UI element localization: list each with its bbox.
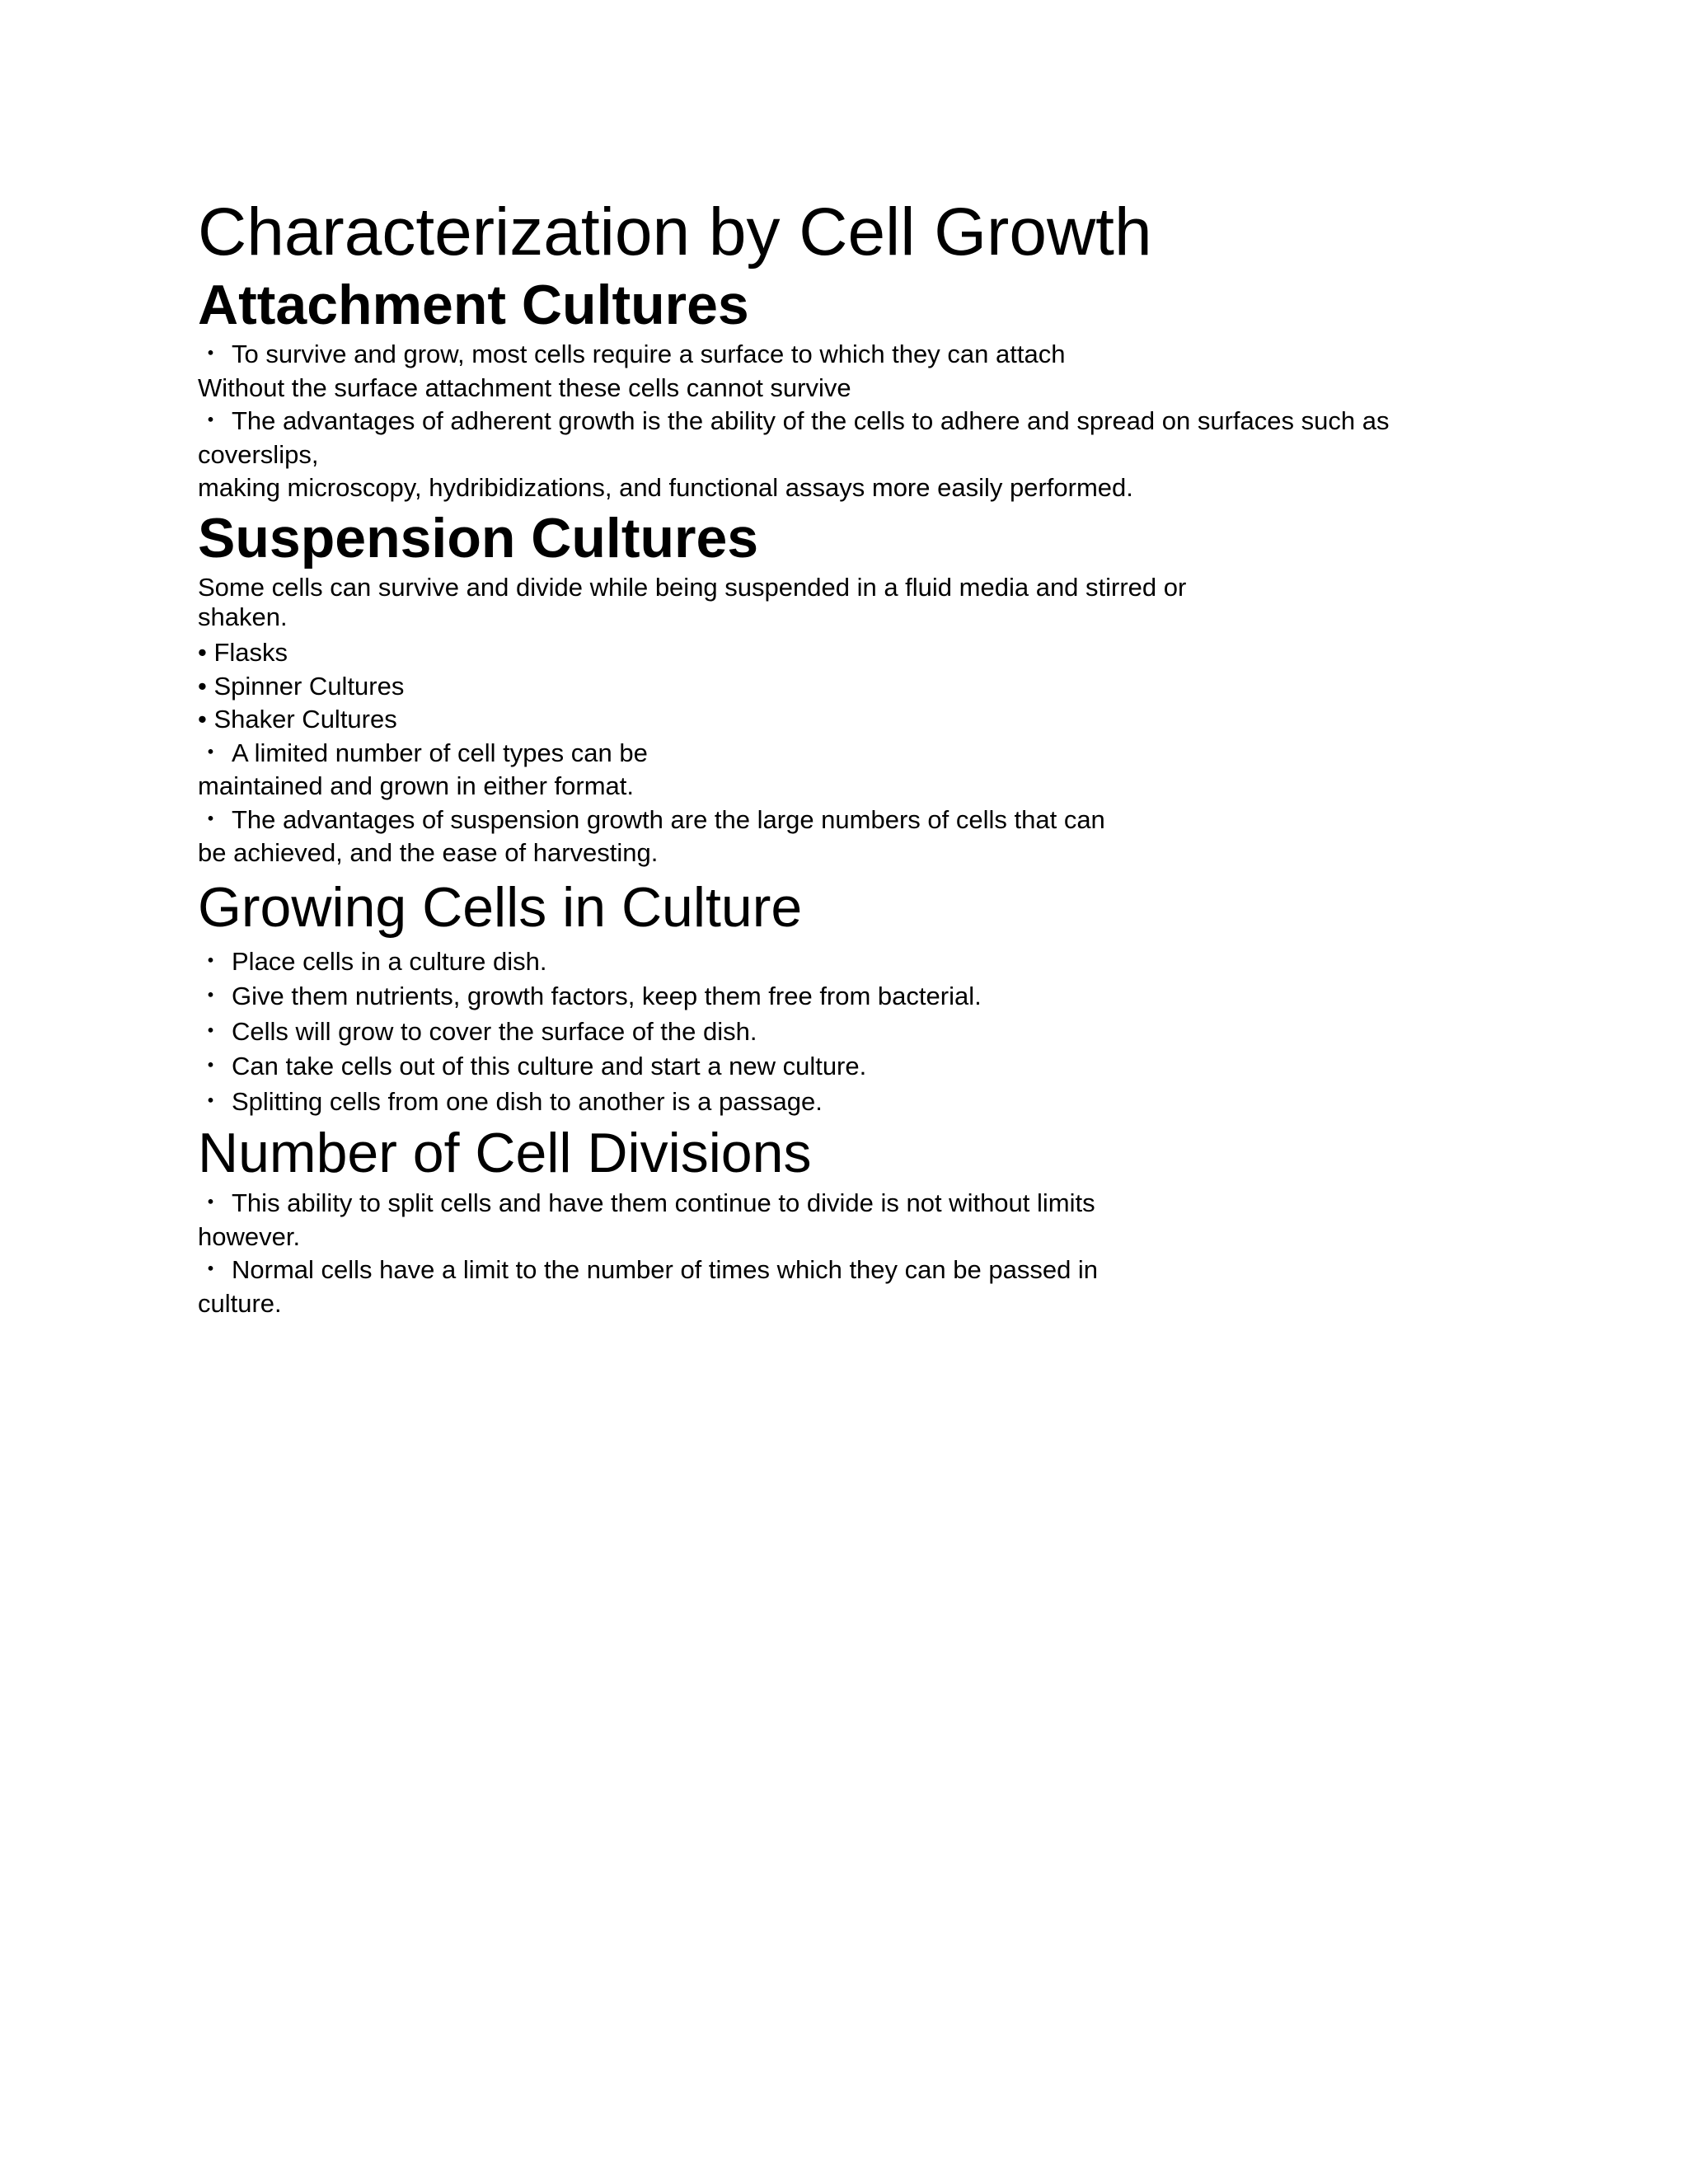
bullet-mark: ・ (198, 738, 223, 767)
heading-attachment-cultures: Attachment Cultures (198, 274, 749, 336)
text-line: maintained and grown in either format. (198, 771, 635, 800)
text-line: coverslips, (198, 439, 319, 469)
bullet-mark: ・ (198, 1255, 223, 1284)
text-line: culture. (198, 1288, 282, 1318)
list-item: • Spinner Cultures (198, 671, 405, 701)
heading-suspension-cultures: Suspension Cultures (198, 506, 759, 569)
bullet-mark: ・ (198, 804, 223, 834)
section-growing-cells (198, 875, 1517, 1120)
bullet-mark: ・ (198, 1016, 223, 1046)
list-item: ・ Give them nutrients, growth factors, keep them free from bacterial. (198, 979, 1517, 1015)
list-item: ・ Can take cells out of this culture and start a new culture. (198, 1049, 1517, 1085)
bullet-mark: ・ (198, 1188, 223, 1217)
text-line: shaken. (198, 602, 288, 631)
heading-growing-cells: Growing Cells in Culture (198, 875, 803, 939)
text-line: be achieved, and the ease of harvesting. (198, 838, 659, 867)
list-item: ・ Splitting cells from one dish to another is a passage. (198, 1085, 1517, 1120)
bullet-mark: ・ (198, 946, 223, 976)
text-line: Some cells can survive and divide while being suspended in a fluid media and stirred or (198, 572, 1187, 602)
text-line: ・ This ability to split cells and have them continue to divide is not without limits (198, 1187, 1517, 1221)
section-attachment-cultures (198, 274, 1517, 505)
list-item: ・ Place cells in a culture dish. (198, 944, 1517, 980)
document-page (198, 191, 1517, 1320)
list-item: • Shaker Cultures (198, 705, 397, 733)
text-line: however. (198, 1221, 301, 1251)
bullet-mark: ・ (198, 1086, 223, 1116)
heading-cell-divisions: Number of Cell Divisions (198, 1122, 812, 1184)
section-cell-divisions (198, 1121, 1517, 1320)
text-line: ・ The advantages of adherent growth is the ability of the cells to adhere and spread on surfaces such as (198, 405, 1517, 438)
bullet-mark: ・ (198, 406, 223, 435)
list-item: ・ Cells will grow to cover the surface of the dish. (198, 1015, 1517, 1050)
bullet-mark: ・ (198, 982, 223, 1010)
text-line: ・ To survive and grow, most cells require a surface to which they can attach (198, 338, 1517, 372)
text-line: making microscopy, hydribidizations, and functional assays more easily performed. (198, 473, 1133, 502)
document-title: Characterization by Cell Growth (198, 194, 1152, 269)
text-line: ・ The advantages of suspension growth are the large numbers of cells that can (198, 804, 1517, 837)
list-item: • Flasks (198, 638, 288, 667)
text-line: ・ A limited number of cell types can be (198, 737, 1517, 771)
bullet-mark: ・ (198, 340, 223, 368)
section-suspension-cultures (198, 507, 1517, 870)
bullet-mark: ・ (198, 1052, 223, 1080)
text-line: Without the surface attachment these cells cannot survive (198, 373, 851, 402)
text-line: ・ Normal cells have a limit to the number of times which they can be passed in (198, 1254, 1517, 1287)
